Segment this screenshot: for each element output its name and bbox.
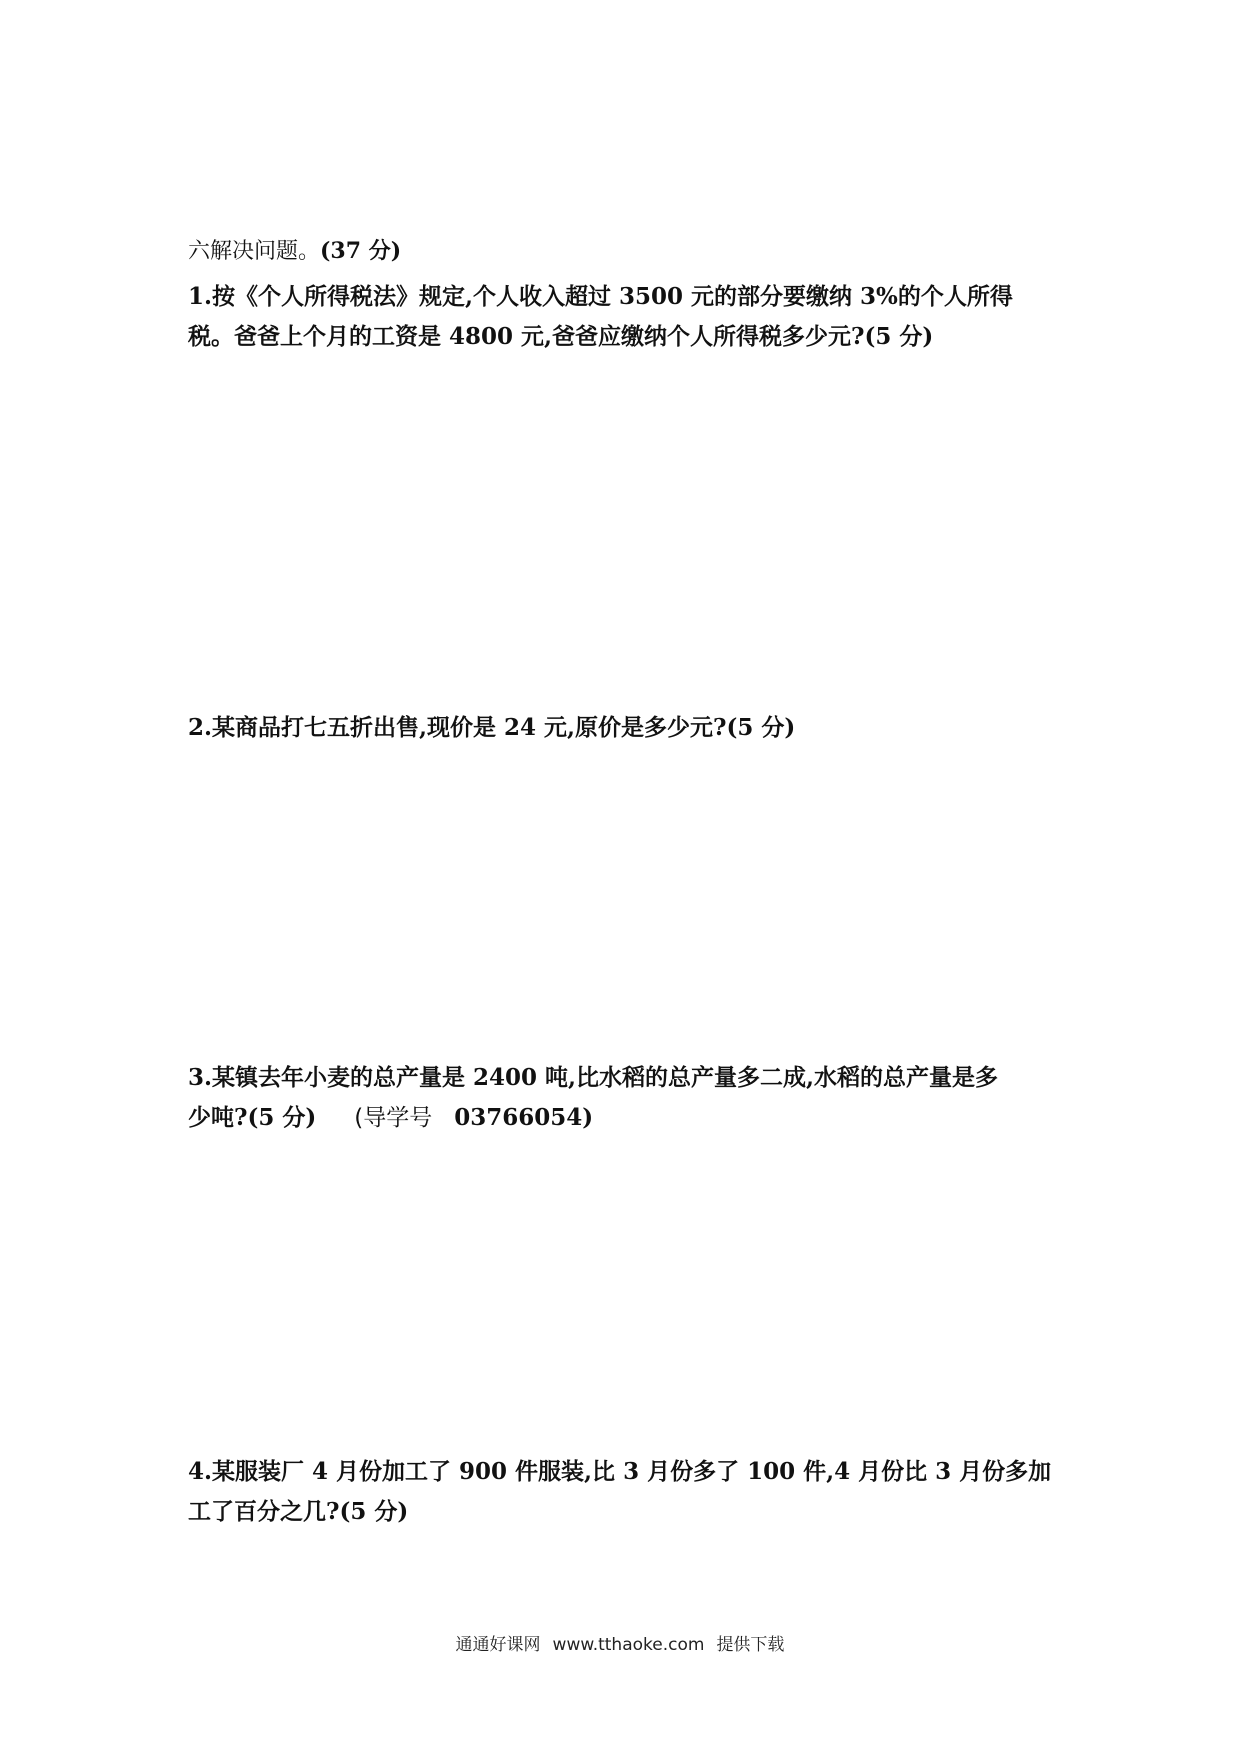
question-3 — [188, 1058, 1068, 1138]
footer-suffix: 提供下载 — [716, 1635, 785, 1655]
question-2 — [188, 708, 1068, 748]
question-4 — [188, 1452, 1068, 1532]
section-heading — [188, 236, 401, 267]
question-1-line-2: 税。爸爸上个月的工资是 4800 元,爸爸应缴纳个人所得税多少元?(5 分) — [188, 323, 934, 350]
question-2-line-1: 2.某商品打七五折出售,现价是 24 元,原价是多少元?(5 分) — [188, 714, 796, 741]
question-1 — [188, 277, 1068, 357]
question-4-line-1: 4.某服装厂 4 月份加工了 900 件服装,比 3 月份多了 100 件,4 月份比 3 月份多加 — [188, 1458, 1052, 1485]
question-4-line-2: 工了百分之几?(5 分) — [188, 1498, 409, 1525]
page-footer — [0, 1630, 1240, 1655]
question-3-line-2 — [188, 1098, 1068, 1138]
question-1-line-1: 1.按《个人所得税法》规定,个人收入超过 3500 元的部分要缴纳 3%的个人所得 — [188, 283, 1013, 310]
question-3-line-2-text: 少吨?(5 分) — [188, 1104, 317, 1131]
question-3-line-1: 3.某镇去年小麦的总产量是 2400 吨,比水稻的总产量多二成,水稻的总产量是多 — [188, 1064, 999, 1091]
guide-number-label: (导学号 — [354, 1105, 433, 1131]
footer-url[interactable]: www.tthaoke.com — [552, 1635, 705, 1655]
guide-number: 03766054) — [454, 1104, 594, 1131]
section-heading-text: 六解决问题。 — [188, 239, 321, 264]
section-score: (37 分) — [320, 238, 402, 264]
footer-site-name: 通通好课网 — [455, 1635, 541, 1655]
